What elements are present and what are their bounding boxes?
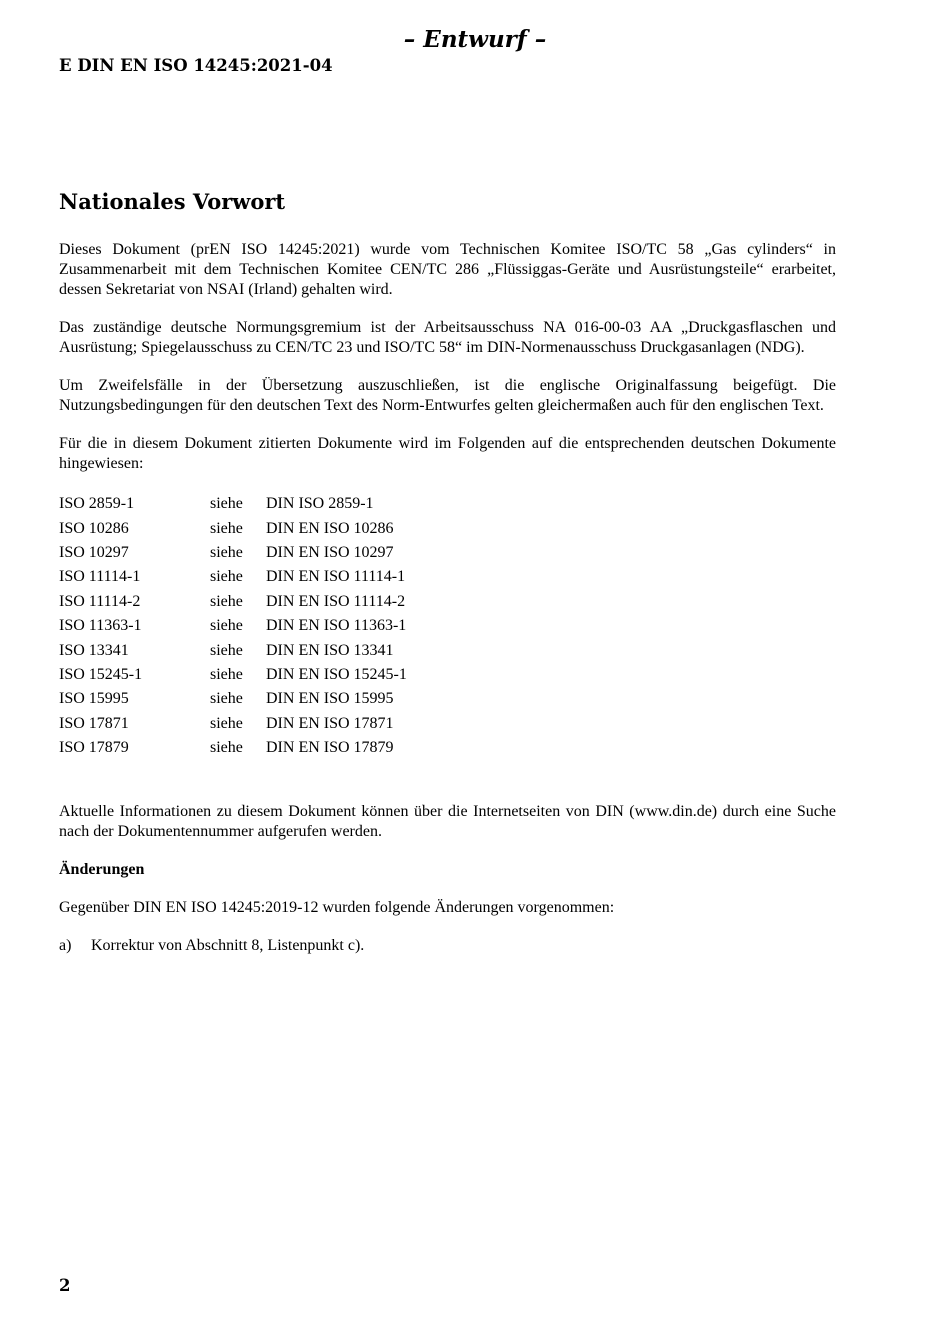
reference-row (59, 614, 836, 638)
iso-reference: ISO 15995 (59, 690, 129, 708)
reference-row (59, 565, 836, 589)
siehe-label: siehe (210, 714, 243, 732)
iso-reference: ISO 17879 (59, 739, 129, 757)
siehe-label: siehe (210, 543, 243, 561)
iso-reference: ISO 17871 (59, 714, 129, 732)
draft-mark: – Entwurf – (403, 26, 547, 53)
reference-table (59, 492, 836, 760)
din-reference: DIN EN ISO 10297 (266, 543, 394, 561)
din-reference: DIN EN ISO 11363-1 (266, 617, 407, 635)
reference-row (59, 736, 836, 760)
changes-intro: Gegenüber DIN EN ISO 14245:2019-12 wurden folgende Änderungen vorgenommen: (59, 899, 615, 917)
reference-row (59, 541, 836, 565)
iso-reference: ISO 11114-2 (59, 592, 141, 610)
reference-row (59, 663, 836, 687)
siehe-label: siehe (210, 690, 243, 708)
siehe-label: siehe (210, 592, 243, 610)
siehe-label: siehe (210, 519, 243, 537)
reference-row (59, 687, 836, 711)
din-reference: DIN EN ISO 13341 (266, 641, 394, 659)
din-reference: DIN EN ISO 15995 (266, 690, 394, 708)
reference-row (59, 516, 836, 540)
section-title: Nationales Vorwort (59, 189, 286, 214)
reference-row (59, 638, 836, 662)
page-number: 2 (59, 1276, 71, 1295)
iso-reference: ISO 10286 (59, 519, 129, 537)
siehe-label: siehe (210, 495, 243, 513)
siehe-label: siehe (210, 641, 243, 659)
changes-list-item (59, 936, 836, 956)
din-reference: DIN EN ISO 11114-1 (266, 568, 406, 586)
din-reference: DIN EN ISO 17879 (266, 739, 394, 757)
paragraph: Für die in diesem Dokument zitierten Dokumente wird im Folgenden auf die entsprechenden deutschen Dokumente hingewiesen: (59, 435, 836, 472)
iso-reference: ISO 11363-1 (59, 617, 142, 635)
list-marker: a) (59, 937, 72, 955)
iso-reference: ISO 10297 (59, 543, 129, 561)
info-paragraph: Aktuelle Informationen zu diesem Dokument können über die Internetseiten von DIN (www.din.de) durch eine Suche nach der Dokumentennummer aufgerufen werden. (59, 803, 836, 841)
din-reference: DIN EN ISO 10286 (266, 519, 394, 537)
iso-reference: ISO 2859-1 (59, 495, 135, 513)
iso-reference: ISO 15245-1 (59, 665, 143, 683)
din-reference: DIN EN ISO 11114-2 (266, 592, 406, 610)
paragraph: Das zuständige deutsche Normungsgremium ist der Arbeitsausschuss NA 016-00-03 AA „Druckgasflaschen und Ausrüstung; Spiegelausschuss zu CEN/TC 23 und ISO/TC 58“ im DIN-Normenausschuss Druckgasanlagen (NDG). (59, 319, 836, 356)
din-reference: DIN EN ISO 17871 (266, 714, 394, 732)
reference-row (59, 590, 836, 614)
reference-row (59, 712, 836, 736)
paragraph: Dieses Dokument (prEN ISO 14245:2021) wurde vom Technischen Komitee ISO/TC 58 „Gas cylinders“ in Zusammenarbeit mit dem Technischen Komitee CEN/TC 286 „Flüssiggas-Geräte und Ausrüstungsteile“ erarbeitet, dessen Sekretariat von NSAI (Irland) gehalten wird. (59, 241, 836, 298)
document-id: E DIN EN ISO 14245:2021-04 (59, 56, 333, 75)
list-item-text: Korrektur von Abschnitt 8, Listenpunkt c). (91, 937, 365, 955)
siehe-label: siehe (210, 665, 243, 683)
paragraph: Um Zweifelsfälle in der Übersetzung auszuschließen, ist die englische Originalfassung beigefügt. Die Nutzungsbedingungen für den deutschen Text des Norm-Entwurfes gelten gleichermaßen auch für den englischen Text. (59, 377, 836, 414)
iso-reference: ISO 11114-1 (59, 568, 141, 586)
iso-reference: ISO 13341 (59, 641, 129, 659)
siehe-label: siehe (210, 739, 243, 757)
din-reference: DIN ISO 2859-1 (266, 495, 374, 513)
din-reference: DIN EN ISO 15245-1 (266, 665, 407, 683)
changes-heading: Änderungen (59, 861, 145, 879)
siehe-label: siehe (210, 617, 243, 635)
reference-row (59, 492, 836, 516)
main-content (59, 188, 836, 956)
siehe-label: siehe (210, 568, 243, 586)
